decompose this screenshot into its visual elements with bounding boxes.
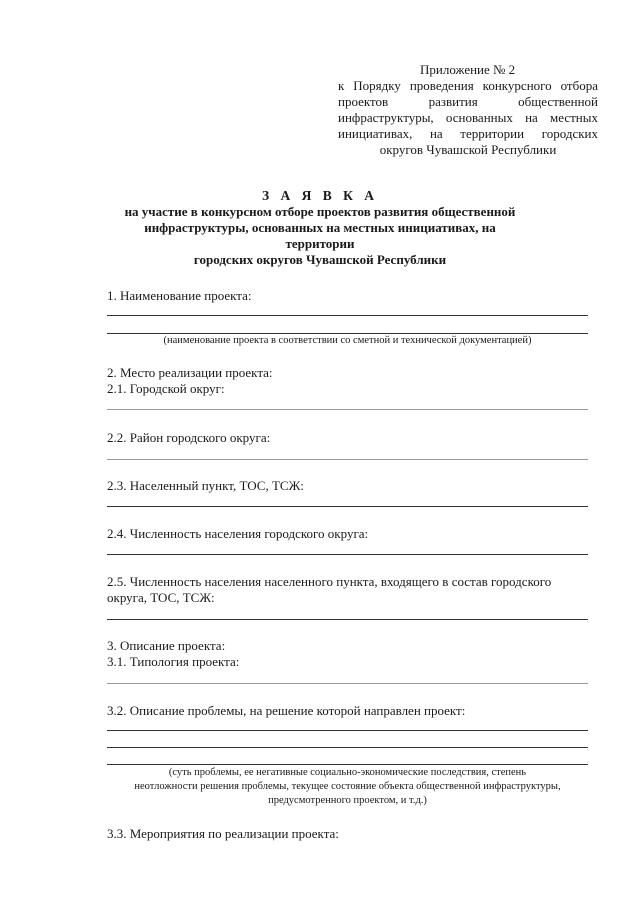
project-name-label: 1. Наименование проекта: [107, 288, 252, 303]
description-label: 3. Описание проекта: [107, 638, 226, 653]
title-word: З А Я В К А [261, 188, 379, 203]
district-line[interactable] [107, 409, 588, 410]
project-name-hint: (наименование проекта в соответствии со сметной и технической документацией) [163, 335, 532, 346]
settlement-population-line[interactable] [107, 619, 588, 620]
problem-hint-1: (суть проблемы, ее негативные социально-экономические последствия, степень [168, 767, 527, 778]
project-name-line-1[interactable] [107, 315, 588, 316]
title-line-2: инфраструктуры, основанных на местных инициативах, на территории [144, 220, 496, 251]
title-line-1: на участие в конкурсном отборе проектов развития общественной [124, 204, 516, 219]
population-label: 2.4. Численность населения городского округа: [107, 526, 369, 541]
title-line-3: городских округов Чувашской Республики [193, 252, 447, 267]
settlement-line[interactable] [107, 506, 588, 507]
place-label: 2. Место реализации проекта: [107, 365, 273, 380]
area-line[interactable] [107, 459, 588, 460]
settlement-label: 2.3. Населенный пункт, ТОС, ТСЖ: [107, 478, 304, 493]
problem-label: 3.2. Описание проблемы, на решение которой направлен проект: [107, 703, 466, 718]
settlement-population-label-2: округа, ТОС, ТСЖ: [107, 590, 215, 605]
problem-line-3[interactable] [107, 764, 588, 765]
appendix-body: к Порядку проведения конкурсного отбора проектов развития общественной инфраструктуры, основанных на местных инициативах, на территории городских округов Чувашской Республики [338, 78, 598, 157]
problem-line-1[interactable] [107, 730, 588, 731]
activities-label: 3.3. Мероприятия по реализации проекта: [107, 826, 339, 841]
district-label: 2.1. Городской округ: [107, 381, 225, 396]
appendix-block [338, 62, 598, 158]
problem-hint-2: неотложности решения проблемы, текущее состояние объекта общественной инфраструктуры, [134, 781, 561, 792]
area-label: 2.2. Район городского округа: [107, 430, 271, 445]
settlement-population-label-1: 2.5. Численность населения населенного пункта, входящего в состав городского [107, 574, 552, 589]
typology-label: 3.1. Типология проекта: [107, 654, 240, 669]
document-title [110, 188, 530, 268]
problem-line-2[interactable] [107, 747, 588, 748]
typology-line[interactable] [107, 683, 588, 684]
problem-hint-3: предусмотренного проектом, и т.д.) [268, 795, 427, 806]
population-line[interactable] [107, 554, 588, 555]
appendix-title: Приложение № 2 [420, 62, 516, 77]
